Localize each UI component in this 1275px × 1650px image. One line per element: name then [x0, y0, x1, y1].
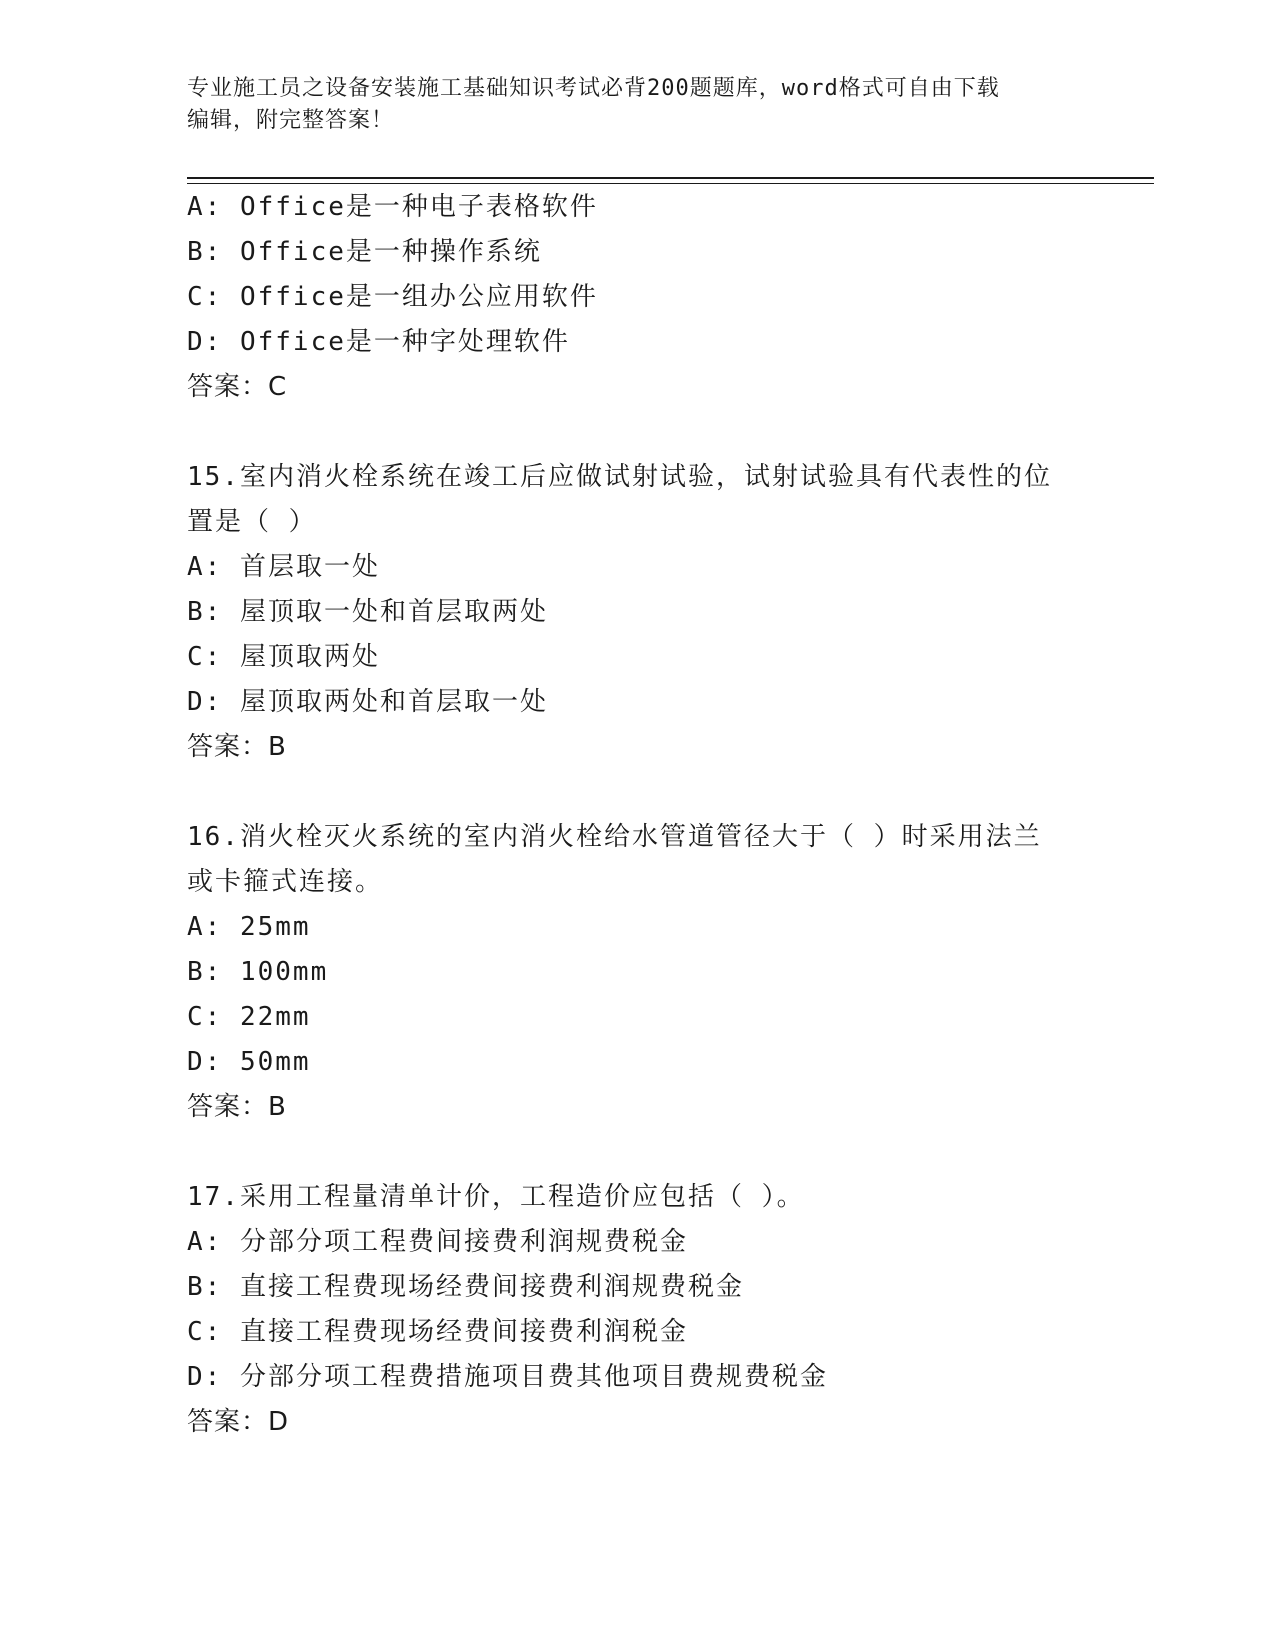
q14-option-c: C: Office是一组办公应用软件: [187, 282, 598, 312]
q15-question-line-1: 15.室内消火栓系统在竣工后应做试射试验，试射试验具有代表性的位: [187, 462, 1052, 492]
q14-option-b: B: Office是一种操作系统: [187, 237, 542, 267]
header-divider: [187, 177, 1154, 179]
q14-option-d: D: Office是一种字处理软件: [187, 327, 570, 357]
q17-option-c: C: 直接工程费现场经费间接费利润税金: [187, 1317, 688, 1347]
q17-question-line-1: 17.采用工程量清单计价，工程造价应包括（ ）。: [187, 1182, 805, 1212]
q17-option-d: D: 分部分项工程费措施项目费其他项目费规费税金: [187, 1362, 828, 1392]
q14-answer: 答案：C: [187, 372, 288, 402]
header-divider-thin: [187, 183, 1154, 184]
q16-answer: 答案：B: [187, 1092, 287, 1122]
q17-option-b: B: 直接工程费现场经费间接费利润规费税金: [187, 1272, 744, 1302]
q16-option-c: C: 22mm: [187, 1002, 311, 1032]
q15-answer: 答案：B: [187, 732, 287, 762]
document-header: [187, 73, 1077, 137]
q16-option-d: D: 50mm: [187, 1047, 311, 1077]
q17-option-a: A: 分部分项工程费间接费利润规费税金: [187, 1227, 688, 1257]
header-line-1: 专业施工员之设备安装施工基础知识考试必背200题题库，word格式可自由下载: [187, 76, 1000, 101]
q16-option-a: A: 25mm: [187, 912, 311, 942]
header-line-2: 编辑，附完整答案！: [187, 108, 395, 133]
q15-option-c: C: 屋顶取两处: [187, 642, 380, 672]
q16-question-line-1: 16.消火栓灭火系统的室内消火栓给水管道管径大于（ ）时采用法兰: [187, 822, 1042, 852]
q15-option-b: B: 屋顶取一处和首层取两处: [187, 597, 548, 627]
q14-option-a: A: Office是一种电子表格软件: [187, 192, 598, 222]
q15-question-line-2: 置是（ ）: [187, 507, 317, 537]
q16-question-line-2: 或卡箍式连接。: [187, 867, 384, 897]
q15-option-d: D: 屋顶取两处和首层取一处: [187, 687, 548, 717]
q15-option-a: A: 首层取一处: [187, 552, 380, 582]
q17-answer: 答案：D: [187, 1407, 290, 1437]
q16-option-b: B: 100mm: [187, 957, 329, 987]
